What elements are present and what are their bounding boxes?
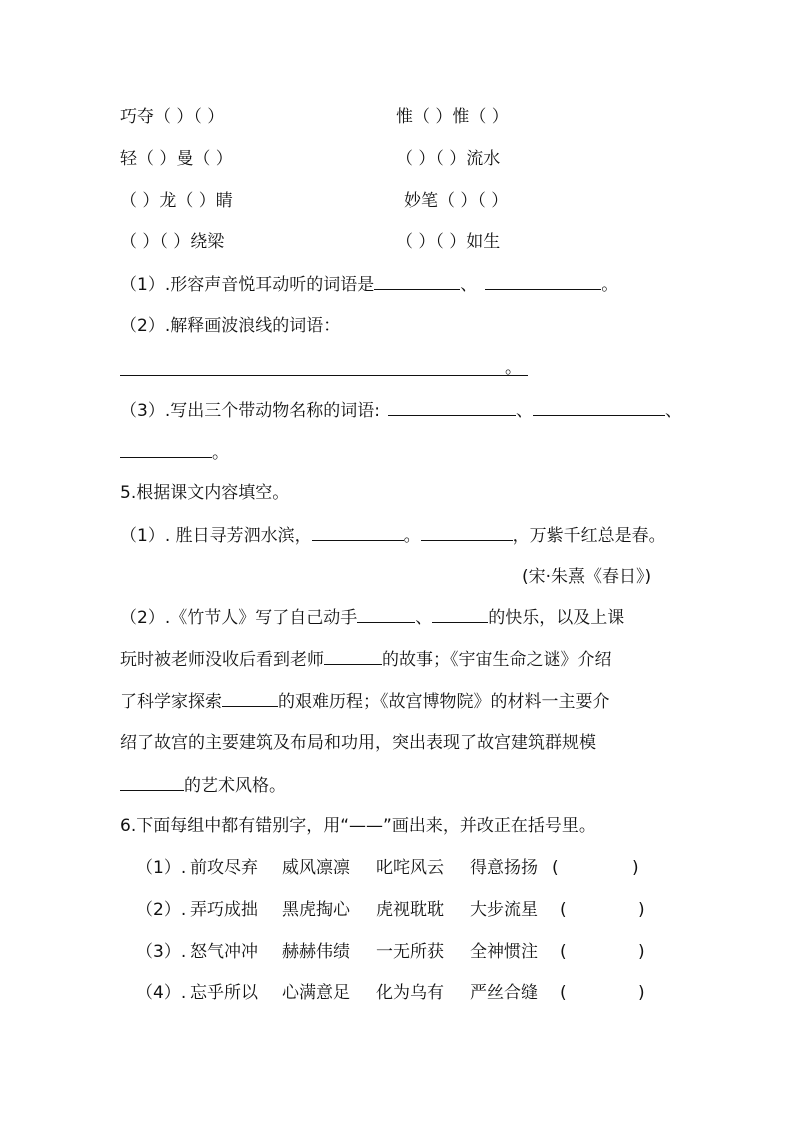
poem-source: (宋·朱熹《春日》) (522, 567, 652, 587)
idiom-word: 前攻尽弃 (190, 858, 258, 878)
idiom-word: 忘乎所以 (190, 983, 258, 1003)
row-number: （3）. (136, 942, 187, 962)
idiom-row-4-right: （ ）（ ）如生 (396, 232, 501, 252)
idiom-word: 大步流星 (470, 900, 538, 920)
open-paren: ( (560, 983, 567, 1003)
close-paren: ) (638, 983, 645, 1003)
idiom-word: 黑虎掏心 (282, 900, 350, 920)
section-5-line-5: 绍了故宫的主要建筑及布局和功用，突出表现了故宫建筑群规模 (120, 733, 596, 753)
idiom-word: 全神惯注 (470, 942, 538, 962)
open-paren: ( (552, 858, 559, 878)
paragraph-text: 了科学家探索 (120, 692, 222, 712)
period: 。 (212, 443, 229, 463)
answer-blank[interactable] (485, 273, 601, 290)
answer-blank[interactable] (120, 774, 184, 791)
answer-blank[interactable] (374, 273, 460, 290)
correction-row (136, 857, 656, 879)
answer-line[interactable] (120, 375, 528, 376)
idiom-row-2-right: （ ）（ ）流水 (396, 149, 501, 169)
answer-blank[interactable] (357, 606, 415, 623)
poem-line-text: ，万紫千红总是春。 (512, 526, 666, 546)
paragraph-text: 玩时被老师没收后看到老师 (120, 650, 324, 670)
open-paren: ( (560, 900, 567, 920)
idiom-word: 怒气冲冲 (190, 942, 258, 962)
answer-blank[interactable] (312, 524, 404, 541)
answer-blank[interactable] (421, 524, 513, 541)
question-1 (120, 273, 618, 296)
period: 。 (505, 358, 522, 378)
section-5-heading: 5.根据课文内容填空。 (120, 483, 290, 503)
idiom-row-1-right: 惟（ ）惟（ ） (396, 107, 509, 127)
idiom-word: 一无所获 (376, 942, 444, 962)
answer-blank[interactable] (120, 441, 212, 458)
question-3 (120, 399, 682, 422)
question-3-cont (120, 441, 229, 464)
idiom-word: 弄巧成拙 (190, 900, 258, 920)
idiom-word: 威风凛凛 (282, 858, 350, 878)
answer-blank[interactable] (324, 648, 382, 665)
section-5-line-6 (120, 774, 286, 797)
answer-blank[interactable] (432, 606, 488, 623)
close-paren: ) (638, 942, 645, 962)
separator: 、 (415, 608, 433, 628)
idiom-word: 化为乌有 (376, 983, 444, 1003)
answer-blank[interactable] (222, 690, 278, 707)
separator: 、 (664, 401, 682, 421)
paragraph-text: 的故事；《宇宙生命之谜》介绍 (382, 650, 612, 670)
row-number: （4）. (136, 983, 187, 1003)
paragraph-text: 的艰难历程；《故宫博物院》的材料一主要介 (278, 692, 610, 712)
correction-row (136, 899, 656, 921)
close-paren: ) (638, 900, 645, 920)
idiom-word: 虎视耽耽 (376, 900, 444, 920)
paragraph-text: 的艺术风格。 (184, 776, 286, 796)
answer-blank[interactable] (388, 399, 516, 416)
question-2-text: （2）.解释画波浪线的词语： (120, 316, 341, 336)
section-6-heading: 6.下面每组中都有错别字，用“——”画出来，并改正在括号里。 (120, 816, 596, 836)
answer-blank[interactable] (533, 399, 665, 416)
idiom-row-2-left: 轻（ ）曼（ ） (120, 149, 233, 169)
idiom-row-3-right: 妙笔（ ）（ ） (404, 191, 509, 211)
paragraph-text: （2）.《竹节人》写了自己动手 (120, 608, 358, 628)
question-3-text: （3）.写出三个带动物名称的词语: (120, 401, 380, 421)
paragraph-text: 的快乐，以及上课 (488, 608, 625, 628)
period: 。 (403, 526, 421, 546)
period: 。 (601, 275, 619, 295)
idiom-word: 严丝合缝 (470, 983, 538, 1003)
idiom-row-1-left: 巧夺（ ）（ ） (120, 107, 225, 127)
question-1-text: （1）.形容声音悦耳动听的词语是 (120, 275, 375, 295)
section-5-line-3 (120, 648, 612, 671)
idiom-word: 得意扬扬 (470, 858, 538, 878)
section-5-line-2 (120, 606, 624, 629)
correction-row (136, 941, 656, 963)
idiom-word: 叱咤风云 (376, 858, 444, 878)
poem-line-text: （1）. 胜日寻芳泗水滨， (120, 526, 312, 546)
idiom-word: 赫赫伟绩 (282, 942, 350, 962)
separator: 、 (515, 401, 533, 421)
section-5-line-4 (120, 690, 610, 713)
idiom-word: 心满意足 (282, 983, 350, 1003)
row-number: （1）. (136, 858, 187, 878)
row-number: （2）. (136, 900, 187, 920)
close-paren: ) (632, 858, 639, 878)
open-paren: ( (560, 942, 567, 962)
idiom-row-3-left: （ ）龙（ ）睛 (120, 191, 233, 211)
section-5-line-1 (120, 524, 666, 547)
separator: 、 (460, 275, 478, 295)
idiom-row-4-left: （ ）（ ）绕梁 (120, 232, 225, 252)
correction-row (136, 982, 656, 1004)
